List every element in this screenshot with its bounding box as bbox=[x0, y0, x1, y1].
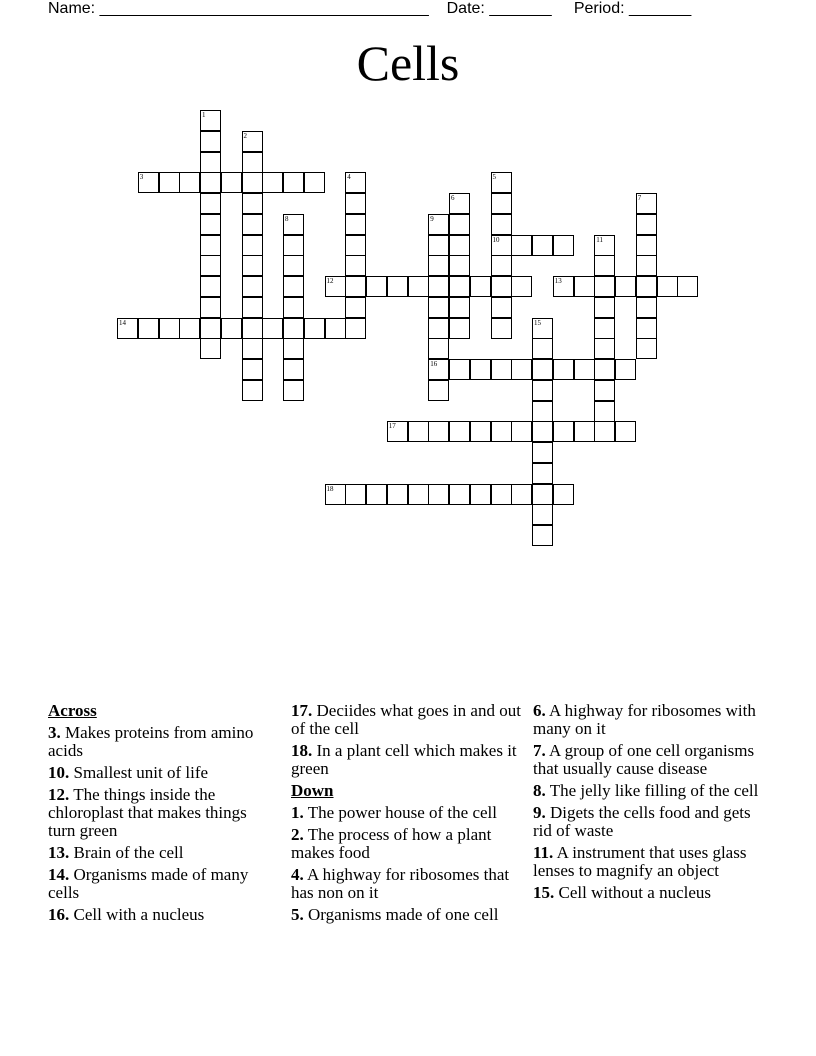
clue-number: 13. bbox=[48, 843, 70, 862]
clue-number: 15. bbox=[533, 883, 555, 902]
crossword-cell[interactable] bbox=[615, 421, 636, 442]
crossword-cell[interactable] bbox=[491, 193, 512, 214]
name-field[interactable]: _____________________________________ bbox=[99, 0, 429, 17]
crossword-cell[interactable] bbox=[491, 421, 512, 442]
crossword-cell[interactable] bbox=[636, 276, 657, 297]
crossword-cell[interactable] bbox=[138, 172, 159, 193]
crossword-cell[interactable] bbox=[200, 276, 221, 297]
crossword-cell[interactable] bbox=[532, 421, 553, 442]
crossword-cell[interactable] bbox=[594, 380, 615, 401]
crossword-cell[interactable] bbox=[449, 235, 470, 256]
down-clue bbox=[533, 742, 773, 778]
clue-number: 4. bbox=[291, 865, 304, 884]
clues-column-1 bbox=[48, 702, 268, 928]
crossword-cell[interactable] bbox=[574, 276, 595, 297]
crossword-cell[interactable] bbox=[428, 421, 449, 442]
crossword-cell[interactable] bbox=[491, 172, 512, 193]
crossword-cell[interactable] bbox=[491, 235, 512, 256]
clue-text: A instrument that uses glass lenses to magnify an object bbox=[533, 843, 747, 880]
down-clue bbox=[533, 804, 773, 840]
crossword-cell[interactable] bbox=[511, 276, 532, 297]
crossword-cell[interactable] bbox=[553, 484, 574, 505]
crossword-cell[interactable] bbox=[138, 318, 159, 339]
clue-number: 7. bbox=[533, 741, 546, 760]
crossword-cell[interactable] bbox=[345, 193, 366, 214]
crossword-cell[interactable] bbox=[532, 525, 553, 546]
crossword-cell[interactable] bbox=[594, 421, 615, 442]
crossword-cell[interactable] bbox=[366, 276, 387, 297]
crossword-cell[interactable] bbox=[532, 338, 553, 359]
crossword-cell[interactable] bbox=[283, 380, 304, 401]
clue-text: Makes proteins from amino acids bbox=[48, 723, 254, 760]
clue-number: 6 bbox=[451, 194, 455, 202]
clue-number: 10 bbox=[492, 235, 500, 244]
crossword-cell[interactable] bbox=[242, 359, 263, 380]
crossword-cell[interactable] bbox=[594, 338, 615, 359]
crossword-cell[interactable] bbox=[511, 235, 532, 256]
crossword-cell[interactable] bbox=[304, 172, 325, 193]
clues-column-3 bbox=[533, 702, 773, 906]
across-clue bbox=[291, 742, 521, 778]
crossword-cell[interactable] bbox=[532, 463, 553, 484]
clue-text: A group of one cell organisms that usually cause disease bbox=[533, 741, 755, 778]
name-label: Name: bbox=[48, 0, 96, 17]
crossword-cell[interactable] bbox=[594, 255, 615, 276]
crossword-cell[interactable] bbox=[491, 318, 512, 339]
crossword-cell[interactable] bbox=[532, 401, 553, 422]
crossword-cell[interactable] bbox=[221, 172, 242, 193]
crossword-cell[interactable] bbox=[511, 359, 532, 380]
crossword-cell[interactable] bbox=[470, 276, 491, 297]
crossword-cell[interactable] bbox=[242, 131, 263, 152]
crossword-cell[interactable] bbox=[242, 152, 263, 173]
clue-number: 15 bbox=[534, 318, 541, 327]
clue-text: Brain of the cell bbox=[69, 843, 184, 862]
across-clue bbox=[291, 702, 521, 738]
crossword-cell[interactable] bbox=[615, 276, 636, 297]
crossword-cell[interactable] bbox=[345, 318, 366, 339]
crossword-cell[interactable] bbox=[345, 297, 366, 318]
crossword-cell[interactable] bbox=[200, 152, 221, 173]
crossword-cell[interactable] bbox=[449, 214, 470, 235]
clue-text: The things inside the chloroplast that makes things turn green bbox=[48, 785, 247, 840]
crossword-cell[interactable] bbox=[594, 297, 615, 318]
crossword-cell[interactable] bbox=[428, 359, 449, 380]
crossword-cell[interactable] bbox=[200, 214, 221, 235]
crossword-cell[interactable] bbox=[408, 484, 429, 505]
crossword-cell[interactable] bbox=[491, 297, 512, 318]
clue-number: 7 bbox=[637, 194, 642, 202]
crossword-cell[interactable] bbox=[325, 318, 346, 339]
crossword-cell[interactable] bbox=[283, 318, 304, 339]
clue-number: 16 bbox=[430, 360, 438, 368]
crossword-cell[interactable] bbox=[636, 318, 657, 339]
crossword-cell[interactable] bbox=[325, 484, 346, 505]
crossword-cell[interactable] bbox=[449, 276, 470, 297]
crossword-cell[interactable] bbox=[428, 484, 449, 505]
crossword-cell[interactable] bbox=[574, 421, 595, 442]
crossword-cell[interactable] bbox=[200, 193, 221, 214]
crossword-cell[interactable] bbox=[636, 214, 657, 235]
clue-number: 8. bbox=[533, 781, 546, 800]
across-clue bbox=[48, 906, 268, 924]
crossword-cell[interactable] bbox=[221, 318, 242, 339]
crossword-cell[interactable] bbox=[470, 421, 491, 442]
crossword-cell[interactable] bbox=[594, 359, 615, 380]
clue-number: 3. bbox=[48, 723, 61, 742]
clue-text: Cell with a nucleus bbox=[69, 905, 205, 924]
period-label: Period: bbox=[573, 0, 625, 17]
crossword-cell[interactable] bbox=[594, 401, 615, 422]
crossword-cell[interactable] bbox=[428, 380, 449, 401]
across-clue bbox=[48, 866, 268, 902]
clue-text: Cell without a nucleus bbox=[554, 883, 712, 902]
crossword-cell[interactable] bbox=[242, 318, 263, 339]
clue-number: 1 bbox=[202, 111, 206, 119]
crossword-cell[interactable] bbox=[532, 380, 553, 401]
crossword-cell[interactable] bbox=[200, 110, 221, 131]
clue-number: 5. bbox=[291, 905, 304, 924]
crossword-cell[interactable] bbox=[532, 318, 553, 339]
crossword-cell[interactable] bbox=[242, 297, 263, 318]
down-clue bbox=[291, 804, 521, 822]
clue-text: Organisms made of many cells bbox=[48, 865, 249, 902]
crossword-cell[interactable] bbox=[491, 359, 512, 380]
crossword-cell[interactable] bbox=[491, 214, 512, 235]
crossword-cell[interactable] bbox=[553, 421, 574, 442]
date-field[interactable]: _______ bbox=[489, 0, 552, 17]
clue-number: 11 bbox=[596, 235, 604, 244]
crossword-cell[interactable] bbox=[200, 338, 221, 359]
clue-number: 2 bbox=[243, 131, 247, 140]
across-clue-list bbox=[48, 724, 268, 924]
crossword-cell[interactable] bbox=[200, 255, 221, 276]
crossword-cell[interactable] bbox=[366, 484, 387, 505]
crossword-cell[interactable] bbox=[262, 172, 283, 193]
clue-number: 17. bbox=[291, 701, 313, 720]
across-heading: Across bbox=[48, 701, 97, 720]
crossword-cell[interactable] bbox=[242, 338, 263, 359]
crossword-cell[interactable] bbox=[636, 235, 657, 256]
crossword-cell[interactable] bbox=[553, 359, 574, 380]
crossword-cell[interactable] bbox=[200, 318, 221, 339]
across-clue bbox=[48, 786, 268, 840]
crossword-cell[interactable] bbox=[470, 484, 491, 505]
crossword-cell[interactable] bbox=[159, 318, 180, 339]
crossword-cell[interactable] bbox=[159, 172, 180, 193]
crossword-cell[interactable] bbox=[283, 235, 304, 256]
clue-text: Organisms made of one cell bbox=[303, 905, 499, 924]
crossword-cell[interactable] bbox=[470, 359, 491, 380]
crossword-cell[interactable] bbox=[200, 297, 221, 318]
crossword-cell[interactable] bbox=[345, 276, 366, 297]
date-label: Date: bbox=[446, 0, 485, 17]
crossword-cell[interactable] bbox=[657, 276, 678, 297]
crossword-cell[interactable] bbox=[532, 442, 553, 463]
crossword-cell[interactable] bbox=[553, 276, 574, 297]
clue-number: 12. bbox=[48, 785, 70, 804]
clue-number: 18. bbox=[291, 741, 313, 760]
clue-number: 12 bbox=[326, 277, 334, 285]
crossword-cell[interactable] bbox=[179, 172, 200, 193]
clue-number: 1. bbox=[291, 803, 304, 822]
clue-number: 13 bbox=[554, 277, 562, 285]
crossword-cell[interactable] bbox=[594, 276, 615, 297]
crossword-cell[interactable] bbox=[449, 255, 470, 276]
clue-number: 16. bbox=[48, 905, 70, 924]
down-clue bbox=[291, 906, 521, 924]
clue-text: A highway for ribosomes that has non on it bbox=[291, 865, 510, 902]
crossword-cell[interactable] bbox=[242, 255, 263, 276]
crossword-cell[interactable] bbox=[491, 255, 512, 276]
crossword-cell[interactable] bbox=[428, 214, 449, 235]
crossword-cell[interactable] bbox=[283, 172, 304, 193]
across-clue bbox=[48, 764, 268, 782]
crossword-cell[interactable] bbox=[511, 421, 532, 442]
clue-text: In a plant cell which makes it green bbox=[291, 741, 517, 778]
crossword-cell[interactable] bbox=[449, 359, 470, 380]
clue-number: 8 bbox=[285, 214, 289, 223]
down-clue bbox=[533, 884, 773, 902]
down-clue-list-continued bbox=[533, 702, 773, 902]
crossword-cell[interactable] bbox=[449, 421, 470, 442]
crossword-cell[interactable] bbox=[283, 338, 304, 359]
crossword-cell[interactable] bbox=[491, 276, 512, 297]
crossword-cell[interactable] bbox=[242, 276, 263, 297]
crossword-cell[interactable] bbox=[242, 193, 263, 214]
clue-text: The process of how a plant makes food bbox=[291, 825, 492, 862]
clue-number: 11. bbox=[533, 843, 554, 862]
down-clue bbox=[533, 702, 773, 738]
down-clue bbox=[533, 782, 773, 800]
crossword-cell[interactable] bbox=[242, 235, 263, 256]
clue-text: The jelly like filling of the cell bbox=[545, 781, 759, 800]
down-heading: Down bbox=[291, 781, 334, 800]
crossword-cell[interactable] bbox=[325, 276, 346, 297]
period-field[interactable]: _______ bbox=[629, 0, 692, 17]
crossword-cell[interactable] bbox=[242, 380, 263, 401]
crossword-cell[interactable] bbox=[117, 318, 138, 339]
crossword-cell[interactable] bbox=[553, 235, 574, 256]
crossword-cell[interactable] bbox=[449, 484, 470, 505]
crossword-cell[interactable] bbox=[449, 297, 470, 318]
crossword-cell[interactable] bbox=[428, 276, 449, 297]
clue-number: 6. bbox=[533, 701, 546, 720]
crossword-cell[interactable] bbox=[200, 131, 221, 152]
crossword-cell[interactable] bbox=[283, 359, 304, 380]
clue-text: Digets the cells food and gets rid of waste bbox=[533, 803, 751, 840]
down-clue bbox=[533, 844, 773, 880]
crossword-cell[interactable] bbox=[179, 318, 200, 339]
crossword-cell[interactable] bbox=[242, 172, 263, 193]
across-clue bbox=[48, 724, 268, 760]
crossword-cell[interactable] bbox=[532, 484, 553, 505]
clue-number: 2. bbox=[291, 825, 304, 844]
crossword-cell[interactable] bbox=[408, 421, 429, 442]
clue-text: Smallest unit of life bbox=[69, 763, 209, 782]
crossword-cell[interactable] bbox=[387, 276, 408, 297]
crossword-cell[interactable] bbox=[200, 235, 221, 256]
crossword-cell[interactable] bbox=[636, 338, 657, 359]
down-clue-list bbox=[291, 804, 521, 924]
crossword-cell[interactable] bbox=[428, 338, 449, 359]
crossword-cell[interactable] bbox=[408, 276, 429, 297]
crossword-cell[interactable] bbox=[304, 318, 325, 339]
crossword-cell[interactable] bbox=[242, 214, 263, 235]
crossword-cell[interactable] bbox=[345, 484, 366, 505]
crossword-cell[interactable] bbox=[615, 359, 636, 380]
crossword-cell[interactable] bbox=[428, 235, 449, 256]
crossword-cell[interactable] bbox=[345, 235, 366, 256]
clue-number: 17 bbox=[388, 422, 396, 431]
crossword-cell[interactable] bbox=[387, 421, 408, 442]
crossword-cell[interactable] bbox=[532, 504, 553, 525]
crossword-cell[interactable] bbox=[283, 214, 304, 235]
crossword-cell[interactable] bbox=[428, 255, 449, 276]
clue-text: Deciides what goes in and out of the cell bbox=[291, 701, 521, 738]
crossword-cell[interactable] bbox=[636, 193, 657, 214]
crossword-cell[interactable] bbox=[449, 193, 470, 214]
crossword-cell[interactable] bbox=[532, 235, 553, 256]
clue-number: 9 bbox=[430, 214, 434, 223]
crossword-cell[interactable] bbox=[449, 318, 470, 339]
crossword-cell[interactable] bbox=[511, 484, 532, 505]
crossword-cell[interactable] bbox=[200, 172, 221, 193]
crossword-cell[interactable] bbox=[283, 297, 304, 318]
crossword-cell[interactable] bbox=[677, 276, 698, 297]
crossword-cell[interactable] bbox=[574, 359, 595, 380]
crossword-cell[interactable] bbox=[345, 214, 366, 235]
down-clue bbox=[291, 866, 521, 902]
crossword-cell[interactable] bbox=[532, 359, 553, 380]
crossword-cell[interactable] bbox=[283, 255, 304, 276]
crossword-cell[interactable] bbox=[262, 318, 283, 339]
clue-number: 5 bbox=[492, 173, 496, 182]
crossword-cell[interactable] bbox=[428, 318, 449, 339]
clue-text: A highway for ribosomes with many on it bbox=[533, 701, 756, 738]
crossword-cell[interactable] bbox=[594, 318, 615, 339]
clue-number: 14. bbox=[48, 865, 70, 884]
crossword-cell[interactable] bbox=[345, 172, 366, 193]
down-clue bbox=[291, 826, 521, 862]
clue-number: 9. bbox=[533, 803, 546, 822]
crossword-cell[interactable] bbox=[428, 297, 449, 318]
clues-column-2 bbox=[291, 702, 521, 928]
page-title: Cells bbox=[356, 35, 460, 91]
crossword-cell[interactable] bbox=[387, 484, 408, 505]
across-clue-list-continued bbox=[291, 702, 521, 778]
clue-number: 10. bbox=[48, 763, 70, 782]
across-clue bbox=[48, 844, 268, 862]
clue-text: The power house of the cell bbox=[303, 803, 497, 822]
crossword-cell[interactable] bbox=[283, 276, 304, 297]
clue-number: 14 bbox=[119, 318, 126, 327]
crossword-cell[interactable] bbox=[345, 255, 366, 276]
crossword-cell[interactable] bbox=[636, 297, 657, 318]
crossword-cell[interactable] bbox=[594, 235, 615, 256]
clue-number: 3 bbox=[139, 173, 144, 182]
clue-number: 4 bbox=[347, 173, 351, 182]
crossword-cell[interactable] bbox=[491, 484, 512, 505]
crossword-cell[interactable] bbox=[636, 255, 657, 276]
clue-number: 18 bbox=[326, 484, 334, 493]
